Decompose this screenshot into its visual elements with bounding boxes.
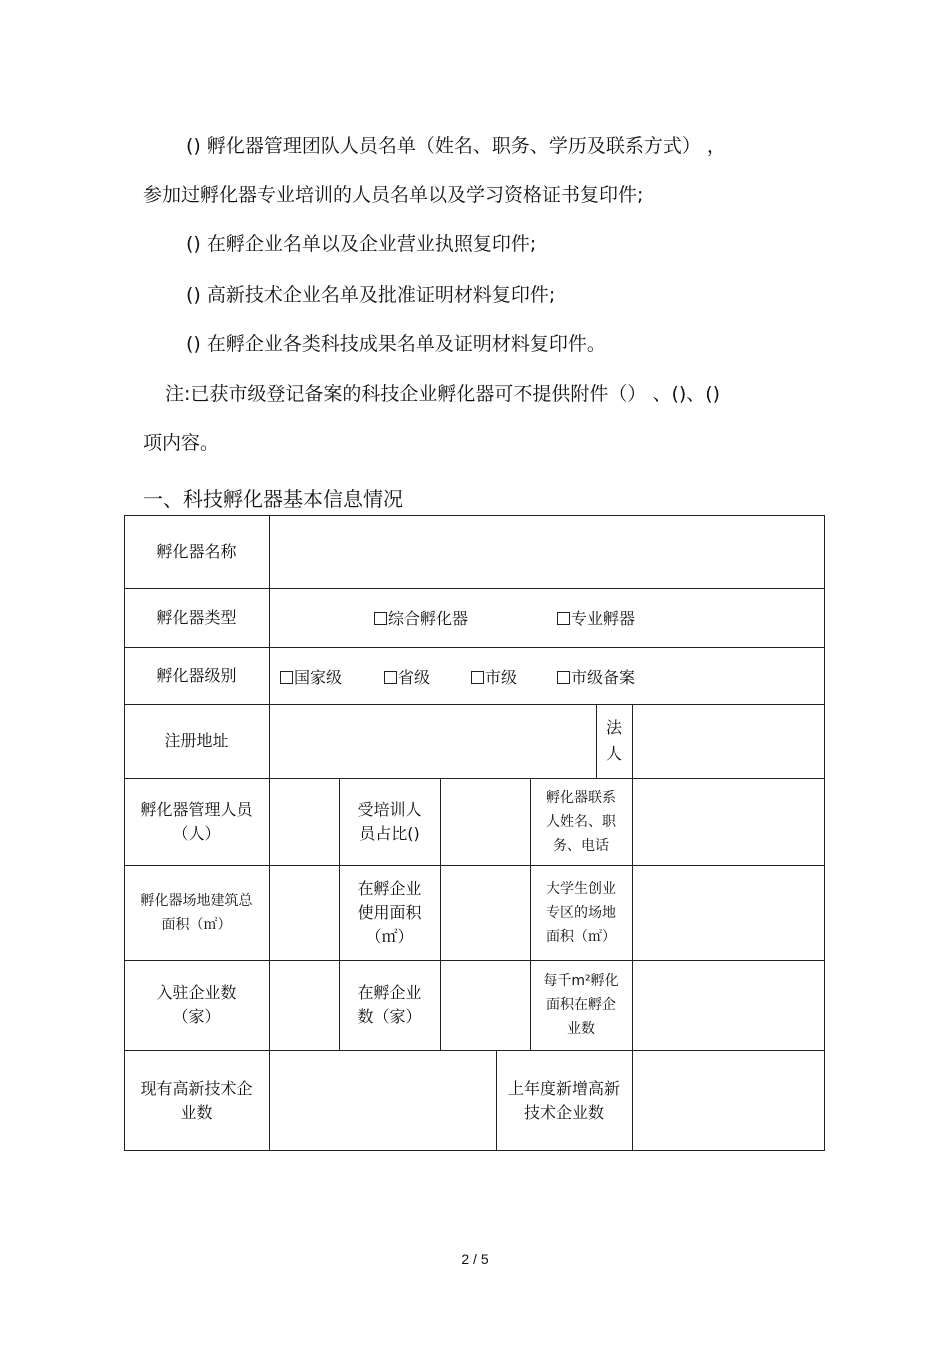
paragraph-tech-achievements: () 在孵企业各类科技成果名单及证明材料复印件。 <box>186 333 606 355</box>
contact-label: 孵化器联系人姓名、职务、电话 <box>546 789 616 854</box>
incubating-count-label: 在孵企业数（家） <box>357 983 422 1026</box>
hightech-count-label: 现有高新技术企业数 <box>140 1078 253 1122</box>
resident-count-input[interactable] <box>270 961 339 1050</box>
col-divider <box>596 704 597 778</box>
type-option-comprehensive[interactable]: 综合孵化器 <box>374 606 468 629</box>
level-option-national[interactable]: 国家级 <box>280 665 342 688</box>
resident-count-label: 入驻企业数（家） <box>156 983 237 1026</box>
section-heading: 一、科技孵化器基本信息情况 <box>143 487 403 511</box>
per-thousand-input[interactable] <box>633 961 824 1050</box>
checkbox-icon <box>471 671 484 684</box>
paragraph-incubating-enterprises: () 在孵企业名单以及企业营业执照复印件; <box>186 233 537 255</box>
incubating-count-input[interactable] <box>441 961 530 1050</box>
legal-rep-input[interactable] <box>633 705 824 778</box>
name-label: 孵化器名称 <box>156 541 237 561</box>
level-option-provincial[interactable]: 省级 <box>384 665 430 688</box>
level-option-municipal-filed[interactable]: 市级备案 <box>557 665 635 688</box>
incubating-area-input[interactable] <box>441 866 530 960</box>
site-area-label: 孵化器场地建筑总面积（㎡） <box>140 892 253 933</box>
note-line: 注:已获市级登记备案的科技企业孵化器可不提供附件（） 、()、() <box>165 383 721 405</box>
hightech-count-input[interactable] <box>270 1051 496 1150</box>
page-number: 2 / 5 <box>461 1251 489 1267</box>
checkbox-icon <box>374 612 387 625</box>
level-option-municipal[interactable]: 市级 <box>471 665 517 688</box>
type-label: 孵化器类型 <box>156 607 237 627</box>
incubating-area-label: 在孵企业使用面积（㎡） <box>357 878 422 946</box>
paragraph-management-team: () 孵化器管理团队人员名单（姓名、职务、学历及联系方式） ， <box>186 135 726 157</box>
paragraph-training-staff: 参加过孵化器专业培训的人员名单以及学习资格证书复印件; <box>143 184 644 206</box>
mgmt-staff-label: 孵化器管理人员（人） <box>140 799 253 843</box>
trained-ratio-label: 受培训人员占比() <box>357 799 422 843</box>
student-zone-input[interactable] <box>633 866 824 960</box>
name-input[interactable] <box>270 516 824 588</box>
site-area-input[interactable] <box>270 866 339 960</box>
paragraph-hightech-enterprises: () 高新技术企业名单及批准证明材料复印件; <box>186 284 556 306</box>
student-zone-label: 大学生创业专区的场地面积（㎡） <box>546 880 616 945</box>
legal-rep-label: 法人 <box>605 718 622 763</box>
new-hightech-input[interactable] <box>633 1051 824 1150</box>
address-input[interactable] <box>270 705 596 778</box>
checkbox-icon <box>384 671 397 684</box>
contact-input[interactable] <box>633 779 824 865</box>
per-thousand-label: 每千m²孵化面积在孵企业数 <box>543 973 619 1037</box>
address-label: 注册地址 <box>164 731 229 750</box>
checkbox-icon <box>557 612 570 625</box>
checkbox-icon <box>557 671 570 684</box>
trained-ratio-input[interactable] <box>441 779 530 865</box>
note-line-continued: 项内容。 <box>143 432 220 454</box>
mgmt-staff-input[interactable] <box>270 779 339 865</box>
type-option-specialized[interactable]: 专业孵器 <box>557 606 635 629</box>
new-hightech-label: 上年度新增高新技术企业数 <box>508 1078 621 1122</box>
checkbox-icon <box>280 671 293 684</box>
level-label: 孵化器级别 <box>156 665 237 685</box>
